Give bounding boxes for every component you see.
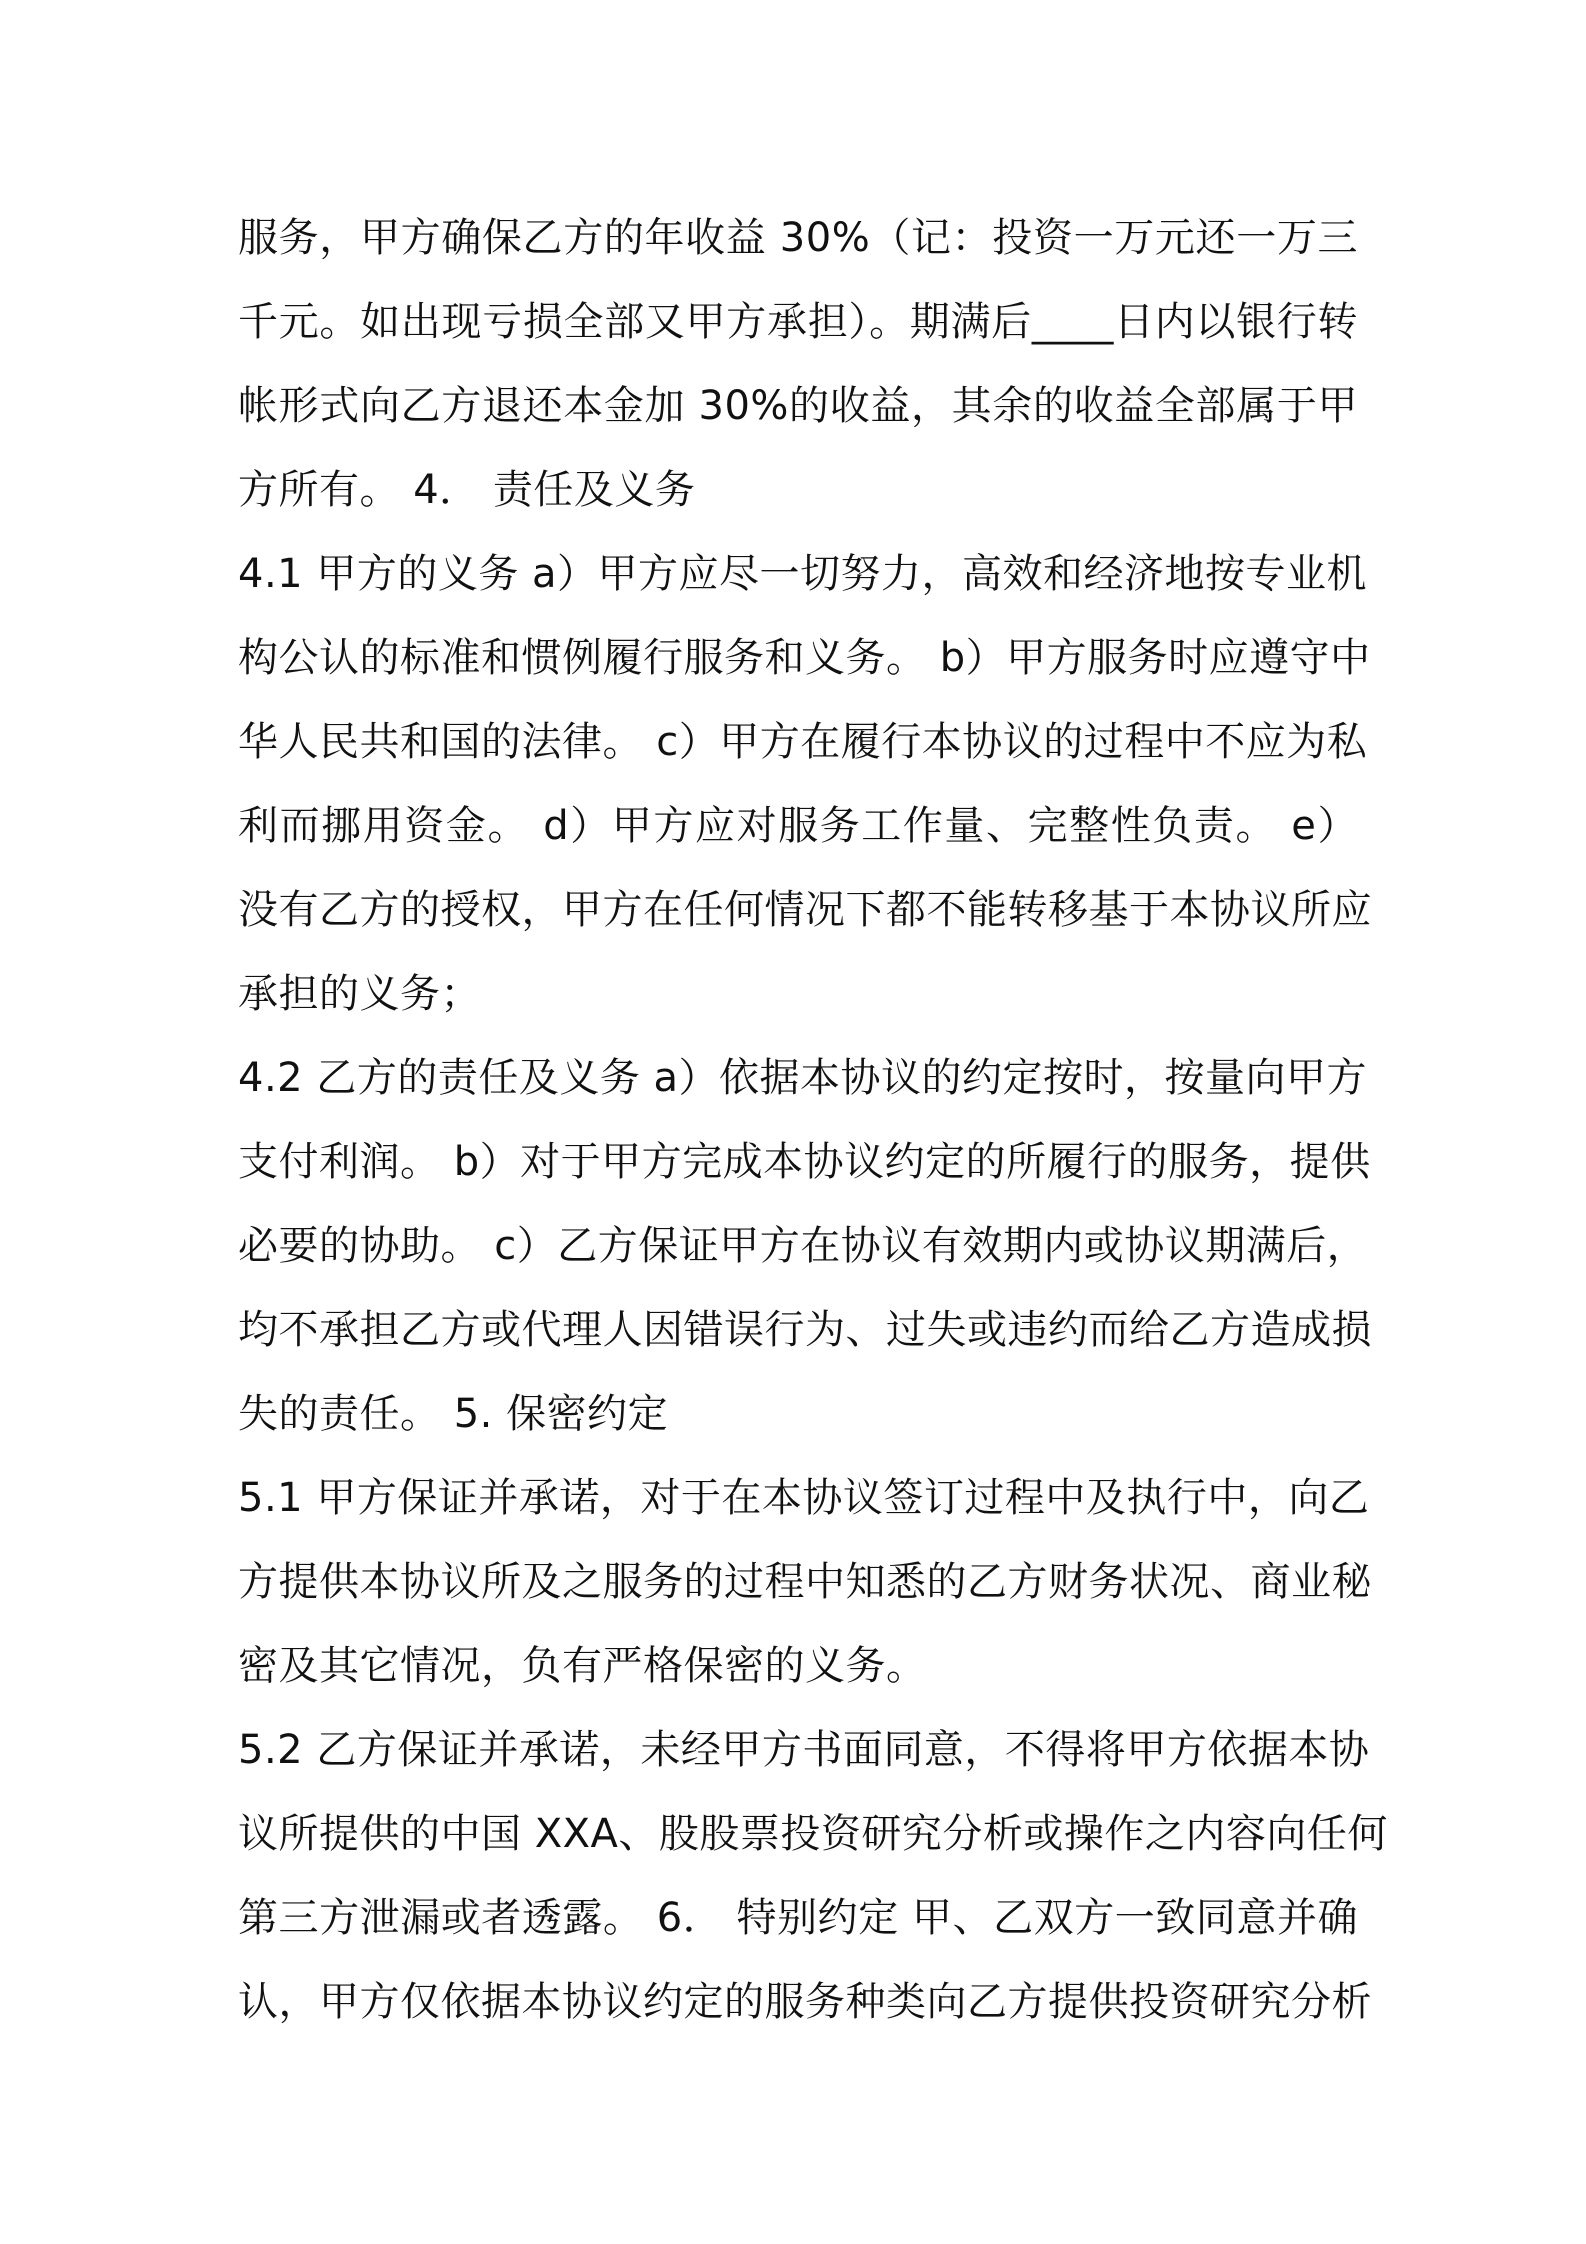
text-line: 利而挪用资金。 d）甲方应对服务工作量、完整性负责。 e）	[238, 803, 1358, 849]
text-line: 5.2 乙方保证并承诺，未经甲方书面同意，不得将甲方依据本协	[238, 1727, 1370, 1773]
text-line: 必要的协助。 c）乙方保证甲方在协议有效期内或协议期满后，	[238, 1223, 1368, 1269]
text-line: 承担的义务；	[238, 971, 481, 1017]
text-line: 均不承担乙方或代理人因错误行为、过失或违约而给乙方造成损	[238, 1307, 1372, 1353]
document-page	[238, 196, 1388, 2044]
text-line: 服务，甲方确保乙方的年收益 30%（记：投资一万元还一万三	[238, 215, 1358, 261]
text-line: 议所提供的中国 XXA、股股票投资研究分析或操作之内容向任何	[238, 1811, 1388, 1857]
text-line: 华人民共和国的法律。 c）甲方在履行本协议的过程中不应为私	[238, 719, 1368, 765]
text-line: 密及其它情况，负有严格保密的义务。	[238, 1643, 927, 1689]
text-line: 4.2 乙方的责任及义务 a）依据本协议的约定按时，按量向甲方	[238, 1055, 1368, 1101]
text-line: 没有乙方的授权，甲方在任何情况下都不能转移基于本协议所应	[238, 887, 1372, 933]
text-line: 第三方泄漏或者透露。 6． 特别约定 甲、乙双方一致同意并确	[238, 1895, 1358, 1941]
text-line: 5.1 甲方保证并承诺，对于在本协议签订过程中及执行中，向乙	[238, 1475, 1370, 1521]
text-line: 构公认的标准和惯例履行服务和义务。 b）甲方服务时应遵守中	[238, 635, 1371, 681]
text-line: 方提供本协议所及之服务的过程中知悉的乙方财务状况、商业秘	[238, 1559, 1372, 1605]
text-line: 千元。如出现亏损全部又甲方承担）。期满后____日内以银行转	[238, 299, 1358, 345]
section-heading-line: 方所有。 4． 责任及义务	[238, 467, 696, 513]
text-line: 支付利润。 b）对于甲方完成本协议约定的所履行的服务，提供	[238, 1139, 1371, 1185]
text-line: 帐形式向乙方退还本金加 30%的收益，其余的收益全部属于甲	[238, 383, 1358, 429]
section-heading-line: 失的责任。 5. 保密约定	[238, 1391, 669, 1437]
text-line: 认，甲方仅依据本协议约定的服务种类向乙方提供投资研究分析	[238, 1979, 1372, 2025]
text-line: 4.1 甲方的义务 a）甲方应尽一切努力，高效和经济地按专业机	[238, 551, 1368, 597]
